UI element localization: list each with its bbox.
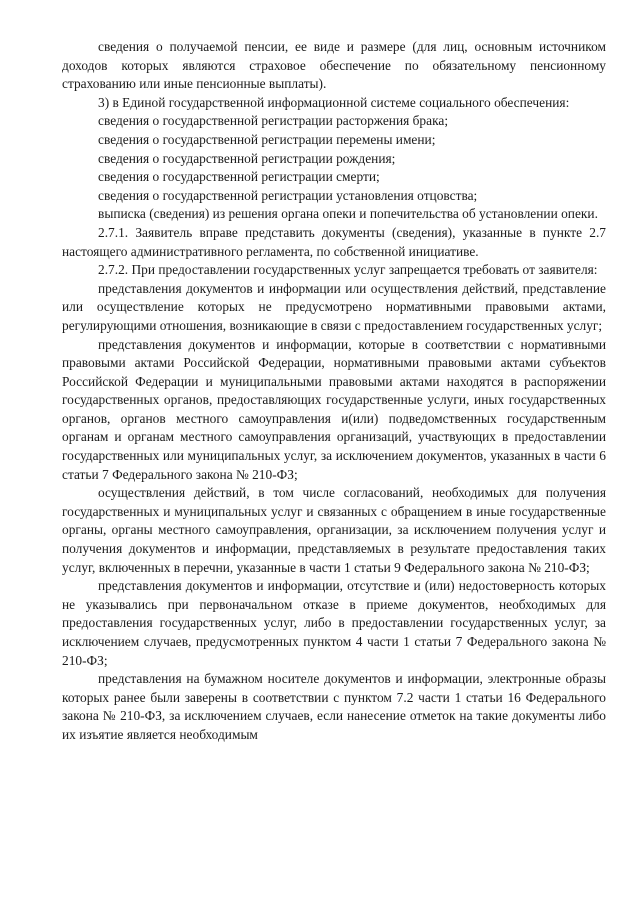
- paragraph-birth-registration: сведения о государственной регистрации рождения;: [98, 150, 396, 166]
- paragraph-requirement-3: осуществления действий, в том числе согласований, необходимых для получения государственных и муниципальных услуг и связанных с обращением в иные государственные органы, органы местного самоуправления, организации, за исключением получения услуг и получения документов и информации, представляемых в результате предоставления таких услуг, включенных в перечни, указанные в части 1 статьи 9 Федерального закона № 210-ФЗ;: [62, 485, 606, 575]
- paragraph-requirement-2: представления документов и информации, которые в соответствии с нормативными правовыми актами Российской Федерации, нормативными правовыми актами субъектов Российской Федерации и муниципальными правовыми актами находятся в распоряжении государственных органов, предоставляющих государственные услуги, иных государственных органов, органов местного самоуправления и(или) подведомственных государственным органам и органам местного самоуправления организаций, участвующих в предоставлении государственных или муниципальных услуг, за исключением документов, указанных в части 6 статьи 7 Федерального закона № 210-ФЗ;: [62, 336, 606, 482]
- paragraph-name-change-registration: сведения о государственной регистрации перемены имени;: [98, 131, 436, 147]
- paragraph-death-registration: сведения о государственной регистрации смерти;: [98, 169, 380, 185]
- paragraph-requirement-1: представления документов и информации или осуществления действий, представление или осуществление которых не предусмотрено нормативными правовыми актами, регулирующими отношения, возникающие в связи с предоставлением государственных услуг;: [62, 280, 606, 333]
- paragraph-pension-info: сведения о получаемой пенсии, ее виде и размере (для лиц, основным источником доходов которых являются страховое обеспечение по обязательному пенсионному страхованию или иные пенсионные выплаты).: [62, 39, 606, 92]
- paragraph-2-7-2: 2.7.2. При предоставлении государственных услуг запрещается требовать от заявителя:: [98, 262, 598, 278]
- paragraph-requirement-4: представления документов и информации, отсутствие и (или) недостоверность которых не указывались при первоначальном отказе в приеме документов, необходимых для предоставления государственных услуг, либо в предоставлении государственных услуг, за исключением случаев, предусмотренных пунктом 4 части 1 статьи 7 Федерального закона № 210-ФЗ;: [62, 578, 606, 668]
- paragraph-social-system: 3) в Единой государственной информационной системе социального обеспечения:: [98, 94, 570, 110]
- paragraph-divorce-registration: сведения о государственной регистрации расторжения брака;: [98, 113, 449, 129]
- paragraph-requirement-5: представления на бумажном носителе документов и информации, электронные образы которых ранее были заверены в соответствии с пунктом 7.2 части 1 статьи 16 Федерального закона № 210-ФЗ, за исключением случаев, если нанесение отметок на такие документы либо их изъятие является необходимым: [62, 671, 606, 742]
- paragraph-guardianship-extract: выписка (сведения) из решения органа опеки и попечительства об установлении опеки.: [98, 206, 598, 222]
- paragraph-paternity-registration: сведения о государственной регистрации установления отцовства;: [98, 187, 478, 203]
- paragraph-2-7-1: 2.7.1. Заявитель вправе представить документы (сведения), указанные в пункте 2.7 настоящего административного регламента, по собственной инициативе.: [62, 224, 606, 259]
